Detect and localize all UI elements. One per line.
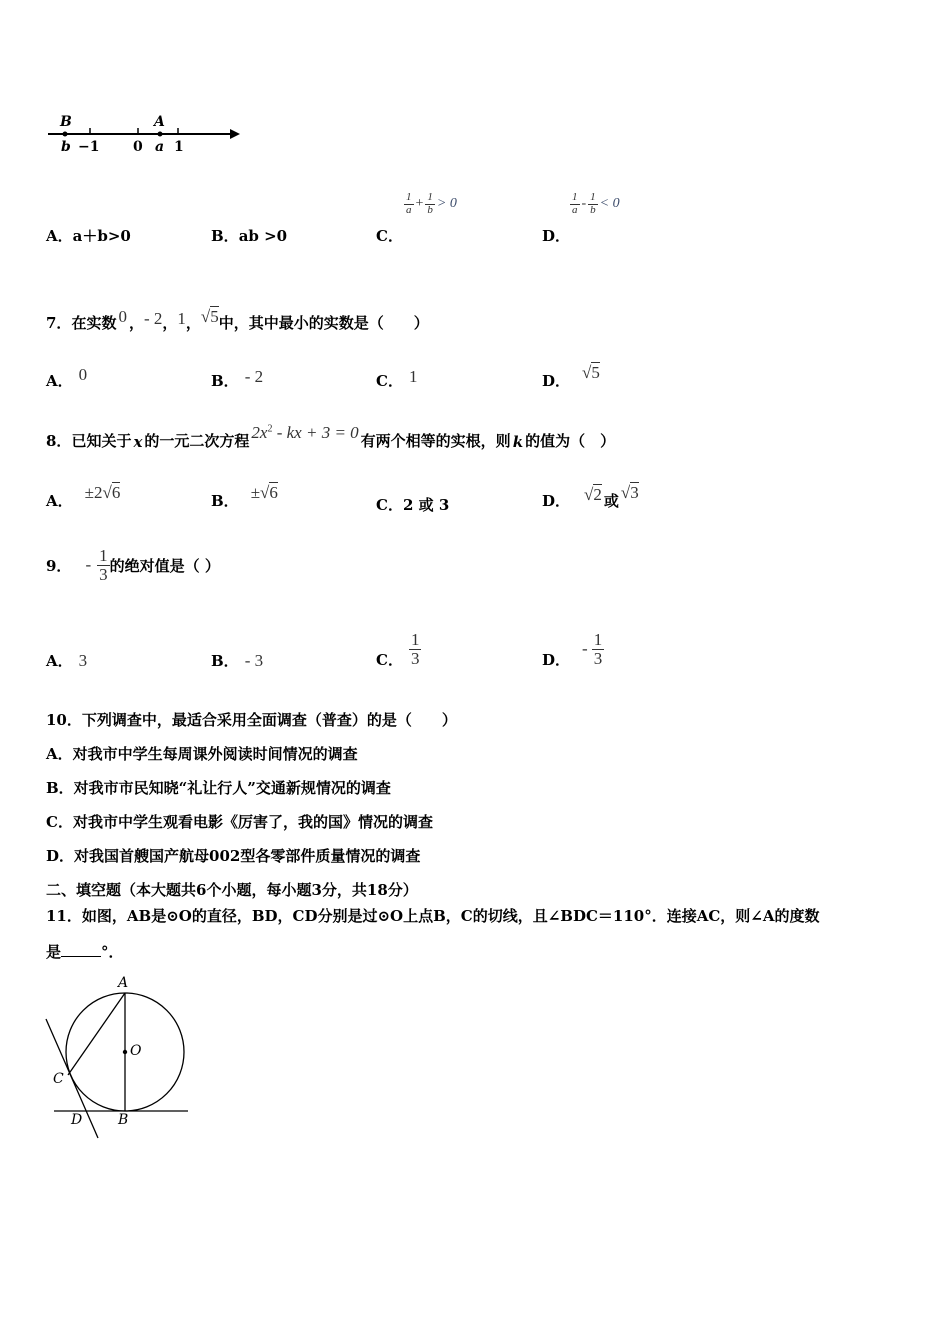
sqrt: √5: [200, 307, 219, 326]
q10-option-b: B．对我市市民知晓“礼让行人”交通新规情况的调查: [46, 779, 391, 797]
label-B: B: [60, 114, 72, 130]
label-C: C: [53, 1071, 64, 1087]
q8-option-b: B． ±√6: [211, 483, 278, 510]
label-A: A: [118, 975, 129, 991]
label-zero: 0: [133, 139, 143, 155]
label-D: D: [71, 1112, 83, 1128]
option-label: C．: [376, 227, 403, 245]
q8-stem: 8． 已知关于 x 的一元二次方程 $2x^2$ - kx + 3 = 0 有两个相等的实根，则 k 的值为（ ）: [46, 423, 616, 451]
sqrt: √2: [584, 485, 602, 504]
fraction: $\frac{1}{b}$: [590, 191, 596, 216]
q6-option-c-expr: $\frac{1}{a}$ + $\frac{1}{b}$ > 0: [406, 191, 457, 216]
fraction: $\frac{1}{3}$: [593, 629, 603, 668]
equation: $2x^2$ - kx + 3 = 0: [251, 423, 359, 442]
plus-minus-sqrt: ±2√6: [84, 483, 121, 502]
label-O: O: [130, 1043, 142, 1059]
label-one: 1: [174, 139, 184, 155]
fraction: $\frac{1}{b}$: [427, 191, 433, 216]
option-text: ab >0: [238, 227, 288, 245]
q7-option-b: B． - 2: [211, 367, 264, 390]
q7-stem: 7． 在实数 0 ， - 2 ， 1 ， √5 中，其中最小的实数是（ ）: [46, 307, 429, 332]
q6-option-d-expr: $\frac{1}{a}$ - $\frac{1}{b}$ < 0: [572, 191, 620, 216]
q6-option-c-label: [376, 225, 403, 246]
label-b: b: [61, 139, 71, 155]
option-text: a＋b>0: [72, 227, 131, 245]
q9-option-a: A． 3: [46, 651, 88, 670]
fraction: $\frac{1}{3}$: [99, 545, 108, 584]
q9-option-d: D． - $\frac{1}{3}$: [542, 629, 603, 669]
label-B: B: [118, 1112, 129, 1128]
q11-stem-line2: 是 °．: [46, 943, 124, 961]
q11-stem: 11．如图，AB是⊙O的直径，BD，CD分别是过⊙O上点B，C的切线，且∠BDC＝110°．连接AC，则∠A的度数: [46, 907, 820, 925]
section-heading: 二、填空题（本大题共6个小题，每小题3分，共18分）: [46, 881, 418, 899]
q9-stem: 9． - $\frac{1}{3}$ 的绝对值是（ ）: [46, 545, 220, 584]
arrow-head: [230, 129, 240, 139]
center-point: [123, 1050, 127, 1054]
fraction: $\frac{1}{3}$: [410, 629, 420, 668]
q6-option-b: [211, 225, 287, 246]
q7-option-d: D． √5: [542, 363, 600, 390]
q10-stem: 10．下列调查中，最适合采用全面调查（普查）的是（ ）: [46, 711, 457, 729]
q6-option-d-label: [542, 225, 570, 246]
q6-option-a: [46, 225, 131, 246]
q9-option-c: C． $\frac{1}{3}$: [376, 629, 420, 669]
q10-option-c: C．对我市中学生观看电影《厉害了，我的国》情况的调查: [46, 813, 433, 831]
point-a: [158, 132, 163, 137]
label-A: A: [154, 114, 165, 130]
number-line-svg: [44, 112, 244, 160]
option-label: D．: [542, 227, 571, 245]
label-a: a: [155, 139, 165, 155]
answer-blank[interactable]: [61, 942, 101, 957]
sqrt: √3: [620, 483, 639, 502]
fraction: $\frac{1}{a}$: [406, 191, 412, 216]
q8-option-c: C．2 或 3: [376, 496, 450, 514]
option-label: B．: [211, 227, 239, 245]
q9-option-b: B． - 3: [211, 651, 264, 670]
number-line-figure: [44, 112, 244, 160]
option-label: A．: [46, 227, 73, 245]
chord-ac: [68, 993, 125, 1075]
q10-option-d: D．对我国首艘国产航母002型各零部件质量情况的调查: [46, 847, 421, 865]
plus-minus-sqrt: ±√6: [250, 483, 278, 502]
q8-option-d: D． √2 或 √3: [542, 483, 639, 510]
fraction: $\frac{1}{a}$: [572, 191, 578, 216]
label-minus-one: −1: [78, 139, 100, 155]
point-b: [63, 132, 68, 137]
q7-option-c: C． 1: [376, 367, 418, 390]
geometry-svg: [40, 975, 190, 1145]
q7-option-a: A． 0: [46, 365, 88, 390]
q8-option-a: A． ±2√6: [46, 483, 121, 510]
q10-option-a: A．对我市中学生每周课外阅读时间情况的调查: [46, 745, 358, 763]
sqrt: √5: [582, 363, 600, 382]
circle-tangent-figure: [40, 975, 190, 1145]
